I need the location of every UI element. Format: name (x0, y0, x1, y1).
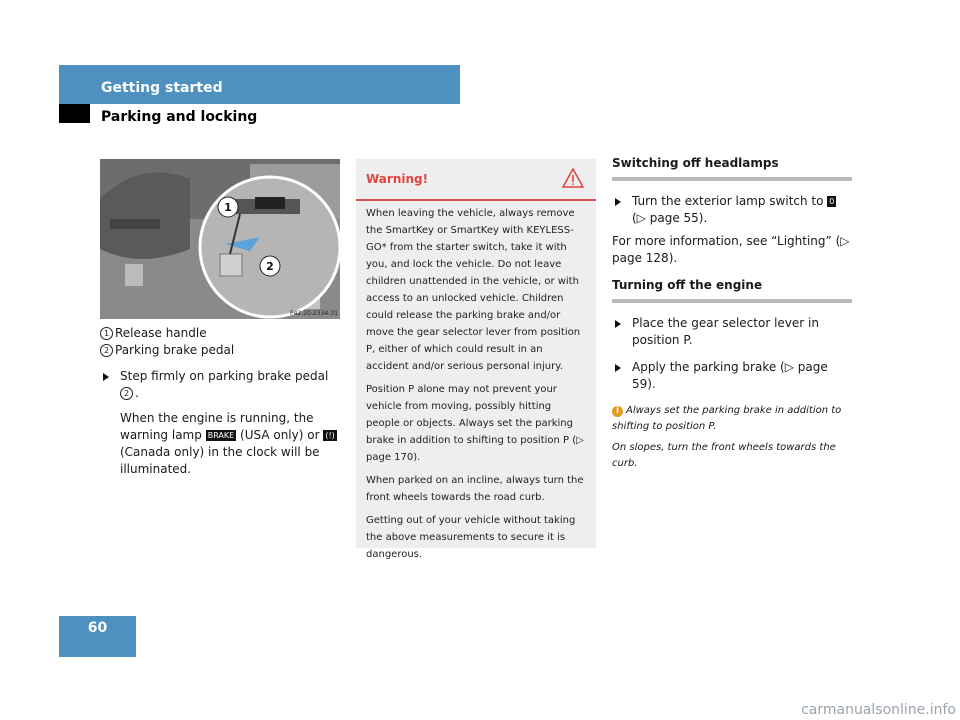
lamp-off-icon: 0 (829, 197, 835, 206)
warning-para-4: Getting out of your vehicle without taking the above measurements to secure it is dangerous. (366, 515, 576, 560)
brake-lamp-icon: BRAKE (207, 431, 235, 440)
warning-title: Warning! (366, 172, 429, 186)
right-column (612, 155, 852, 472)
bullet-arrow-icon (103, 373, 109, 381)
bullet-arrow-icon (615, 364, 621, 372)
warning-triangle-icon (562, 168, 584, 188)
page-number: 60 (87, 620, 108, 636)
bullet-arrow-icon (615, 320, 621, 328)
bullet-arrow-icon (615, 198, 621, 206)
warning-header (356, 159, 596, 201)
warning-para-2: Position P alone may not prevent your vehicle from moving, possibly hitting people or objects. Always set the parking brake in addition to shifting to position P (▷ page 170). (366, 384, 584, 463)
canada-brake-lamp-icon: (!) (325, 431, 335, 440)
heading-turning-off-engine: Turning off the engine (612, 277, 852, 303)
photo-legend (100, 325, 345, 359)
legend-item-1: 1 Release handle (100, 325, 345, 342)
step-headlamp-switch: Turn the exterior lamp switch to 0 (▷ page 55). (612, 193, 852, 227)
step-press-pedal: Step firmly on parking brake pedal 2 . (100, 368, 345, 402)
warning-body (356, 201, 596, 563)
step-warning-lamp-note: When the engine is running, the warning lamp BRAKE (USA only) or (!) (Canada only) in the clock will be illuminated. (120, 411, 335, 476)
section-title: Getting started (101, 80, 223, 96)
info-note: i Always set the parking brake in addition to shifting to position P. On slopes, turn the front wheels towards the curb. (612, 405, 842, 469)
callout-1: 1 (224, 201, 232, 214)
photo-label: P42.20-2334-31 (289, 310, 338, 317)
callout-2: 2 (266, 260, 274, 273)
step-gear-selector: Place the gear selector lever in position P. (612, 315, 852, 349)
warning-box (356, 159, 596, 560)
warning-para-1: When leaving the vehicle, always remove the SmartKey or SmartKey with KEYLESS-GO* from the starter switch, take it with you, and lock the vehicle. Do not leave children unattended in the vehicle, or with access to an unlocked vehicle. Children could release the parking brake and/or move the gear selector lever from position P, either of which could result in an accident and/or serious personal injury. (366, 208, 581, 372)
warning-para-3: When parked on an incline, always turn the front wheels towards the road curb. (366, 475, 584, 503)
more-info-lighting: For more information, see “Lighting” (▷ page 128). (612, 234, 850, 265)
header-marker (59, 104, 90, 123)
heading-switching-off-headlamps: Switching off headlamps (612, 155, 852, 181)
legend-item-2: 2 Parking brake pedal (100, 342, 345, 359)
subsection-title: Parking and locking (101, 109, 258, 125)
watermark: carmanualsonline.info (801, 702, 956, 718)
parking-brake-photo (100, 159, 340, 319)
step-apply-parking-brake: Apply the parking brake (▷ page 59). (612, 359, 852, 393)
info-icon: i (612, 406, 623, 417)
parking-brake-steps (100, 368, 345, 478)
